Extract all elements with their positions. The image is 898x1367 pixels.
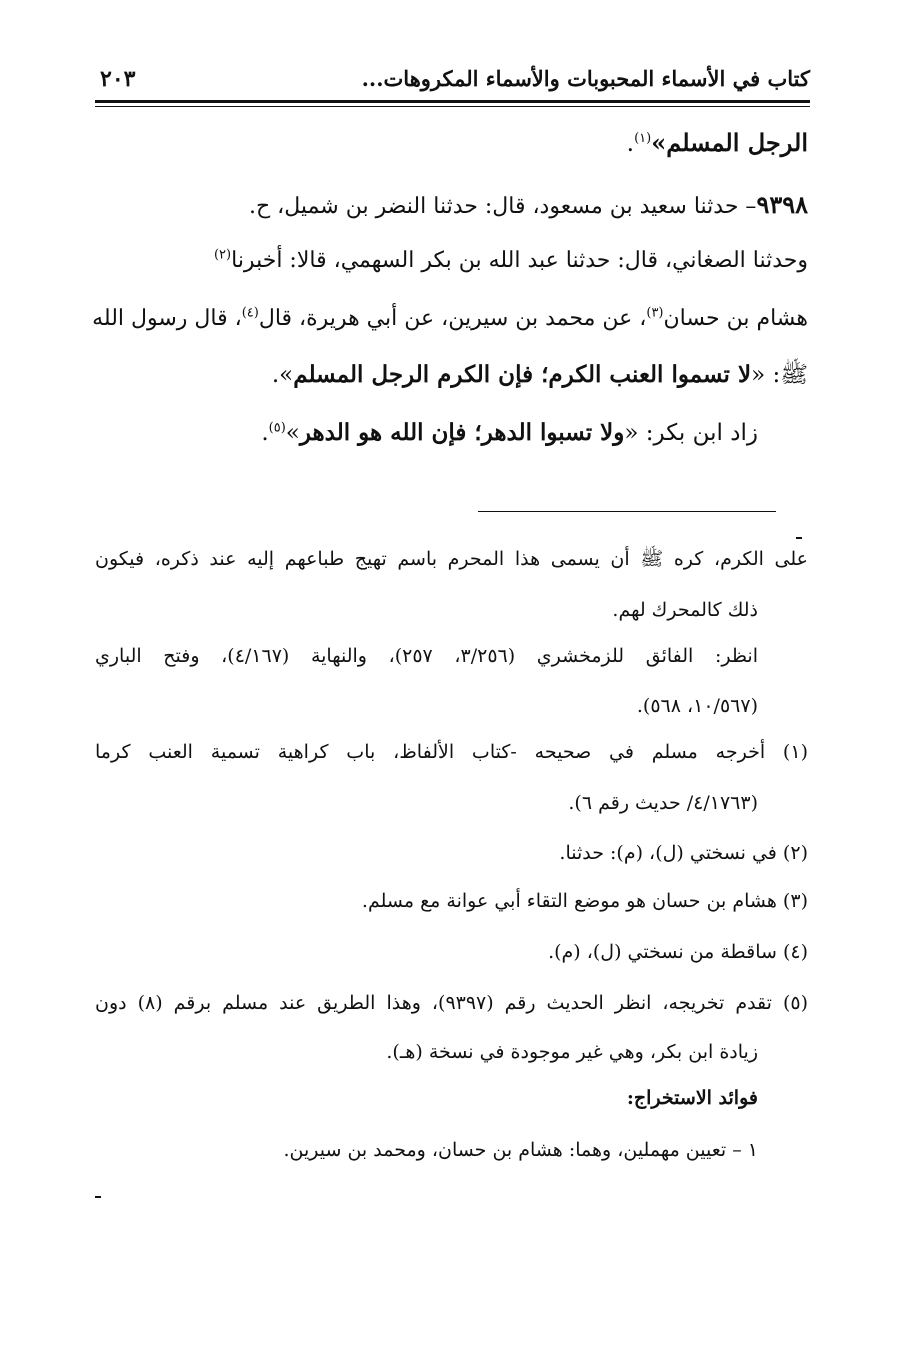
footnote-continuation-4: (١٠/٥٦٧، ٥٦٨). xyxy=(636,695,758,717)
footnote-separator xyxy=(478,511,776,512)
running-header xyxy=(95,66,810,100)
hadith-ending: الرجل المسلم» xyxy=(651,128,808,157)
page-number: ٢٠٣ xyxy=(100,66,136,92)
benefits-heading: فوائد الاستخراج: xyxy=(626,1087,758,1109)
footnote-5-continued: زيادة ابن بكر، وهي غير موجودة في نسخة (هـ). xyxy=(386,1041,758,1063)
benefit-item-1: ١ – تعيين مهملين، وهما: هشام بن حسان، ومحمد بن سيرين. xyxy=(283,1139,758,1161)
addition-close: » xyxy=(285,420,300,446)
margin-mark xyxy=(796,537,802,539)
period: . xyxy=(626,129,635,157)
footnote-continuation-1: على الكرم، كره ﷺ أن يسمى هذا المحرم باسم تهيج طباعهم إليه عند ذكره، فيكون xyxy=(95,548,808,570)
text-line-2 xyxy=(95,190,808,222)
period: . xyxy=(261,420,269,446)
footnote-continuation-2: ذلك كالمحرك لهم. xyxy=(612,599,758,621)
text-line-3 xyxy=(95,246,808,276)
footnote-5: (٥) تقدم تخريجه، انظر الحديث رقم (٩٣٩٧)، وهذا الطريق عند مسلم برقم (٨) دون xyxy=(95,992,808,1014)
header-rule xyxy=(95,100,810,103)
isnad-text-3c: ، قال رسول الله xyxy=(92,306,242,331)
footnote-ref-3: (٣) xyxy=(646,305,664,321)
matn-text: لا تسموا العنب الكرم؛ فإن الكرم الرجل المسلم xyxy=(293,361,752,388)
isnad-text-3a: هشام بن حسان xyxy=(663,306,808,331)
text-line-1 xyxy=(95,128,808,158)
header-rule-thin xyxy=(95,106,810,107)
footnote-1-continued: (٤/١٧٦٣/ حديث رقم ٦). xyxy=(568,792,758,814)
isnad-text-3b: ، عن محمد بن سيرين، عن أبي هريرة، قال xyxy=(258,306,647,331)
matn-close: ». xyxy=(271,362,294,388)
footnote-continuation-3: انظر: الفائق للزمخشري (٣/٢٥٦، ٢٥٧)، والنهاية (٤/١٦٧)، وفتح الباري xyxy=(95,645,758,667)
footnote-ref-4: (٤) xyxy=(241,305,259,321)
text-line-4 xyxy=(92,304,808,334)
addition-intro: زاد ابن بكر: « xyxy=(624,420,758,446)
footnote-ref-5: (٥) xyxy=(268,420,286,436)
text-line-5 xyxy=(95,360,808,390)
text-line-6 xyxy=(95,418,758,448)
footnote-4: (٤) ساقطة من نسختي (ل)، (م). xyxy=(548,941,808,963)
footnote-ref-2: (٢) xyxy=(213,247,232,263)
footnote-ref-1: (١) xyxy=(634,131,652,146)
header-title: كتاب في الأسماء المحبوبات والأسماء المكروهات... xyxy=(361,66,810,91)
footnote-3: (٣) هشام بن حسان هو موضع التقاء أبي عوانة مع مسلم. xyxy=(361,890,808,912)
matn-open: ﷺ: « xyxy=(751,362,808,388)
isnad-text-2: وحدثنا الصغاني، قال: حدثنا عبد الله بن بكر السهمي، قالا: أخبرنا xyxy=(231,248,808,273)
isnad-text-1: – حدثنا سعيد بن مسعود، قال: حدثنا النضر بن شميل، ح. xyxy=(248,194,757,219)
footnote-2: (٢) في نسختي (ل)، (م): حدثنا. xyxy=(559,842,808,864)
margin-mark xyxy=(95,1196,101,1198)
addition-text: ولا تسبوا الدهر؛ فإن الله هو الدهر xyxy=(299,419,625,446)
hadith-number: ٩٣٩٨ xyxy=(756,190,808,219)
footnote-1: (١) أخرجه مسلم في صحيحه -كتاب الألفاظ، باب كراهية تسمية العنب كرما xyxy=(95,741,808,763)
